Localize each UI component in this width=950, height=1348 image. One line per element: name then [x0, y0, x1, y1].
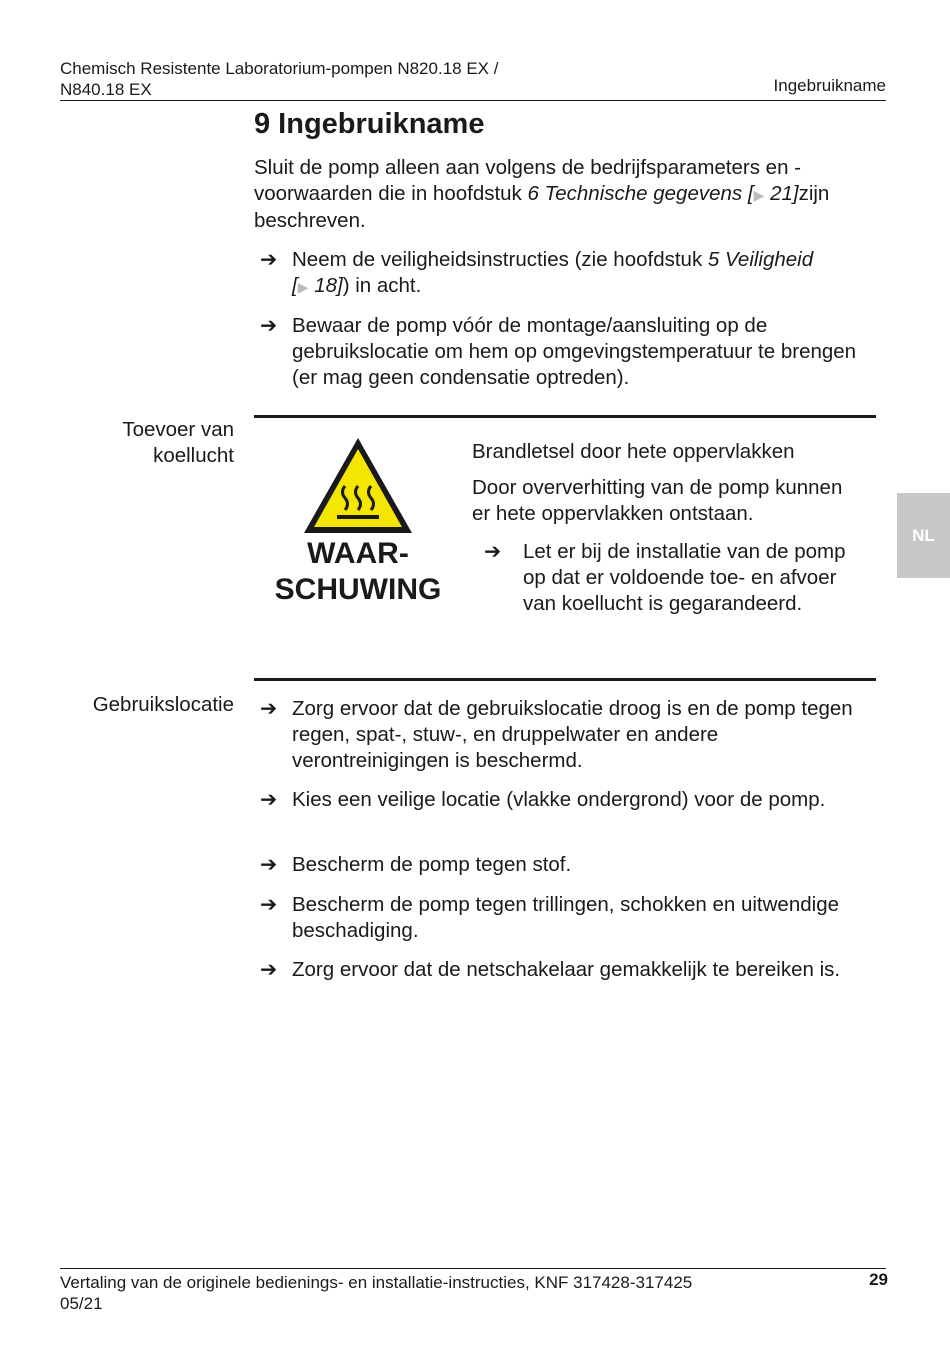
list-item	[260, 852, 874, 878]
safety-reference-page: 18	[314, 274, 337, 297]
bullet-text: Zorg ervoor dat de netschakelaar gemakkelijk te bereiken is.	[292, 958, 841, 981]
arrow-right-icon: ➔	[260, 788, 278, 811]
arrow-right-icon: ➔	[260, 853, 278, 876]
signal-word	[258, 536, 458, 608]
side-label-line-2: koellucht	[153, 444, 234, 467]
header-divider	[60, 100, 886, 101]
footer-document-info	[60, 1272, 692, 1314]
intro-text-after: zijn beschreven.	[254, 182, 830, 232]
signal-word-line-1: WAAR-	[307, 537, 409, 570]
bullet-text: Bewaar de pomp vóór de montage/aansluiting op de gebruikslocatie om hem op omgevingstemperatuur te brengen (er mag geen condensatie optreden).	[292, 314, 857, 389]
bullet-text: Bescherm de pomp tegen stof.	[292, 853, 572, 876]
intro-reference-title[interactable]: 6 Technische gegevens	[527, 182, 743, 205]
arrow-right-icon: ➔	[260, 248, 278, 271]
intro-reference-link[interactable]: [▶ 21]	[747, 182, 799, 205]
hazard-action-text: Let er bij de installatie van de pomp op dat er voldoende toe- en afvoer van koellucht is gegarandeerd.	[523, 540, 846, 615]
header-title-line-2: N840.18 EX	[60, 80, 152, 99]
reference-arrow-icon: ▶	[753, 187, 765, 203]
arrow-right-icon: ➔	[484, 540, 502, 563]
side-label-line-1: Toevoer van	[122, 418, 234, 441]
hazard-heading: Brandletsel door hete oppervlakken	[472, 440, 795, 463]
warning-top-rule	[254, 415, 876, 418]
header-title-line-1: Chemisch Resistente Laboratorium-pompen N820.18 EX /	[60, 59, 499, 78]
list-item	[260, 247, 874, 300]
section-title: 9 Ingebruikname	[254, 108, 485, 140]
page-number: 29	[869, 1270, 888, 1289]
footer-line-2: 05/21	[60, 1294, 103, 1313]
header-chapter-name: Ingebruikname	[773, 76, 886, 95]
intro-paragraph	[254, 155, 874, 234]
footer-line-1: Vertaling van de originele bedienings- en installatie-instructies, KNF 317428-317425	[60, 1273, 693, 1292]
hazard-description: Door oververhitting van de pomp kunnen er hete oppervlakken ontstaan.	[472, 476, 843, 525]
side-label-cooling-air	[122, 417, 234, 469]
list-item	[260, 313, 874, 391]
header-product-title	[60, 58, 498, 100]
bullet-text-after: ) in acht.	[342, 274, 422, 297]
list-item	[260, 892, 874, 944]
bullet-text: Bescherm de pomp tegen trillingen, schokken en uitwendige beschadiging.	[292, 893, 839, 942]
intro-reference-page: 21	[770, 182, 793, 205]
list-item	[260, 957, 874, 983]
list-item	[260, 696, 874, 774]
bullet-text: Kies een veilige locatie (vlakke ondergrond) voor de pomp.	[292, 788, 826, 811]
arrow-right-icon: ➔	[260, 697, 278, 720]
list-item	[260, 787, 874, 813]
warning-bottom-rule	[254, 678, 876, 681]
arrow-right-icon: ➔	[260, 958, 278, 981]
arrow-right-icon: ➔	[260, 314, 278, 337]
intro-text: Sluit de pomp alleen aan volgens de bedrijfsparameters en -voorwaarden die in hoofdstuk	[254, 156, 801, 205]
reference-arrow-icon: ▶	[297, 279, 309, 295]
hot-surface-warning-icon	[302, 436, 414, 536]
bullet-text: Zorg ervoor dat de gebruikslocatie droog is en de pomp tegen regen, spat-, stuw-, en druppelwater en andere verontreinigingen is beschermd.	[292, 697, 853, 772]
footer-divider	[60, 1268, 886, 1269]
arrow-right-icon: ➔	[260, 893, 278, 916]
side-label-location: Gebruikslocatie	[92, 693, 234, 716]
hazard-action	[484, 539, 856, 617]
signal-word-line-2: SCHUWING	[274, 573, 442, 606]
safety-reference-link[interactable]: [▶ 18]	[292, 274, 343, 297]
bullet-text: Neem de veiligheidsinstructies (zie hoofdstuk	[292, 248, 703, 271]
language-tab: NL	[897, 493, 950, 578]
safety-reference-title[interactable]: 5 Veiligheid	[707, 248, 814, 271]
